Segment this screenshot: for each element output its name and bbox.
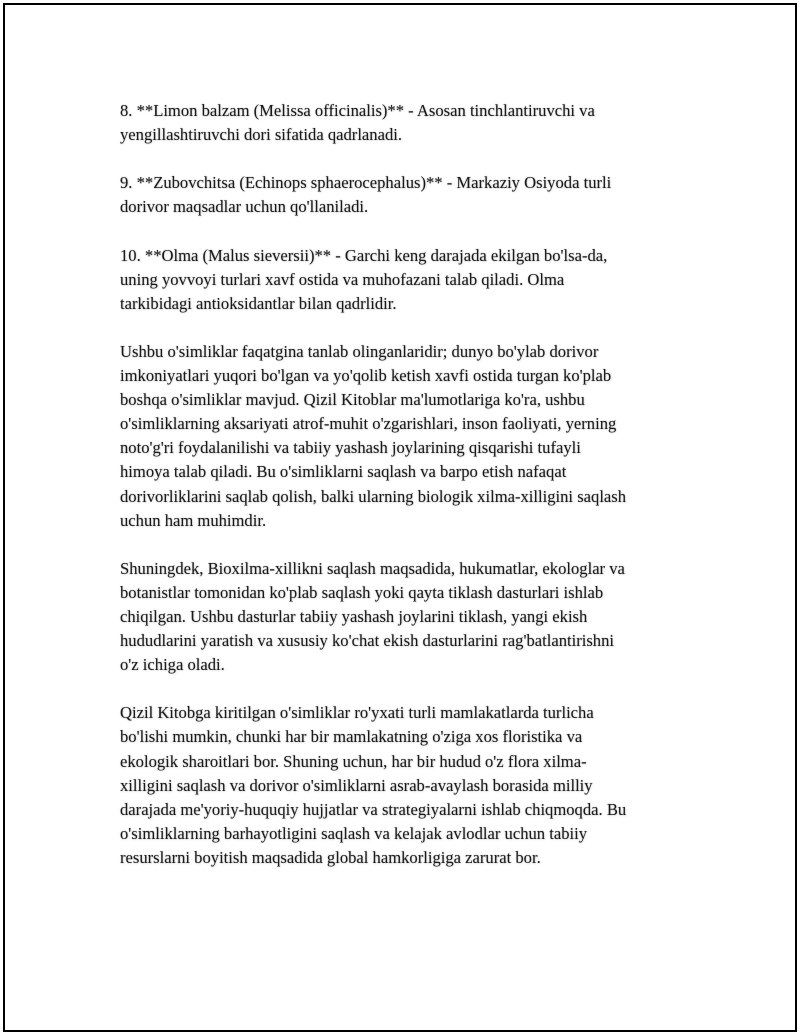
text-line: uchun ham muhimdir. bbox=[120, 510, 267, 530]
paragraph-overview bbox=[120, 340, 690, 533]
text-line: yengillashtiruvchi dori sifatida qadrlanadi. bbox=[120, 125, 403, 145]
text-line: dorivor maqsadlar uchun qo'llaniladi. bbox=[120, 197, 369, 217]
text-line: o'simliklarning aksariyati atrof-muhit o'zgarishlari, inson faoliyati, yerning bbox=[120, 414, 617, 434]
text-line: ekologik sharoitlari bor. Shuning uchun, har bir hudud o'z flora xilma- bbox=[120, 751, 587, 771]
text-line: tarkibidagi antioksidantlar bilan qadrlidir. bbox=[120, 293, 397, 313]
text-line: boshqa o'simliklar mavjud. Qizil Kitoblar ma'lumotlariga ko'ra, ushbu bbox=[120, 390, 585, 410]
text-line: bo'lishi mumkin, chunki har bir mamlakatning o'ziga xos floristika va bbox=[120, 727, 583, 747]
paragraph-item-9 bbox=[120, 171, 690, 219]
text-line: botanistlar tomonidan ko'plab saqlash yoki qayta tiklash dasturlari ishlab bbox=[120, 582, 604, 602]
text-line: darajada me'yoriy-huquqiy hujjatlar va strategiyalarni ishlab chiqmoqda. Bu bbox=[120, 799, 627, 819]
text-line: chiqilgan. Ushbu dasturlar tabiiy yashash joylarini tiklash, yangi ekish bbox=[120, 606, 588, 626]
page-frame bbox=[3, 3, 797, 1032]
paragraph-item-10 bbox=[120, 244, 690, 316]
text-line: resurslarni boyitish maqsadida global hamkorligiga zarurat bor. bbox=[120, 847, 541, 867]
document-body bbox=[120, 99, 690, 894]
text-line: hududlarini yaratish va xususiy ko'chat ekish dasturlarini rag'batlantirishni bbox=[120, 631, 615, 651]
text-line: Ushbu o'simliklar faqatgina tanlab olinganlaridir; dunyo bo'ylab dorivor bbox=[120, 341, 599, 361]
paragraph-programs bbox=[120, 557, 690, 677]
text-line: xilligini saqlash va dorivor o'simliklarni asrab-avaylash borasida milliy bbox=[120, 775, 593, 795]
text-line: o'simliklarning barhayotligini saqlash va kelajak avlodlar uchun tabiiy bbox=[120, 823, 588, 843]
text-line: Qizil Kitobga kiritilgan o'simliklar ro'yxati turli mamlakatlarda turlicha bbox=[120, 703, 594, 723]
text-line: uning yovvoyi turlari xavf ostida va muhofazani talab qiladi. Olma bbox=[120, 269, 565, 289]
text-line: 9. **Zubovchitsa (Echinops sphaerocephalus)** - Markaziy Osiyoda turli bbox=[120, 173, 612, 193]
text-line: dorivorliklarini saqlab qolish, balki ularning biologik xilma-xilligini saqlash bbox=[120, 486, 627, 506]
text-line: imkoniyatlari yuqori bo'lgan va yo'qolib ketish xavfi ostida turgan ko'plab bbox=[120, 366, 612, 386]
text-line: Shuningdek, Bioxilma-xillikni saqlash maqsadida, hukumatlar, ekologlar va bbox=[120, 558, 625, 578]
text-line: 8. **Limon balzam (Melissa officinalis)** - Asosan tinchlantiruvchi va bbox=[120, 101, 595, 120]
text-line: 10. **Olma (Malus sieversii)** - Garchi keng darajada ekilgan bo'lsa-da, bbox=[120, 245, 608, 265]
paragraph-red-book bbox=[120, 701, 690, 870]
text-line: noto'g'ri foydalanilishi va tabiiy yashash joylarining qisqarishi tufayli bbox=[120, 438, 581, 458]
text-line: himoya talab qiladi. Bu o'simliklarni saqlash va barpo etish nafaqat bbox=[120, 462, 567, 482]
text-line: o'z ichiga oladi. bbox=[120, 655, 225, 675]
paragraph-item-8 bbox=[120, 99, 690, 147]
